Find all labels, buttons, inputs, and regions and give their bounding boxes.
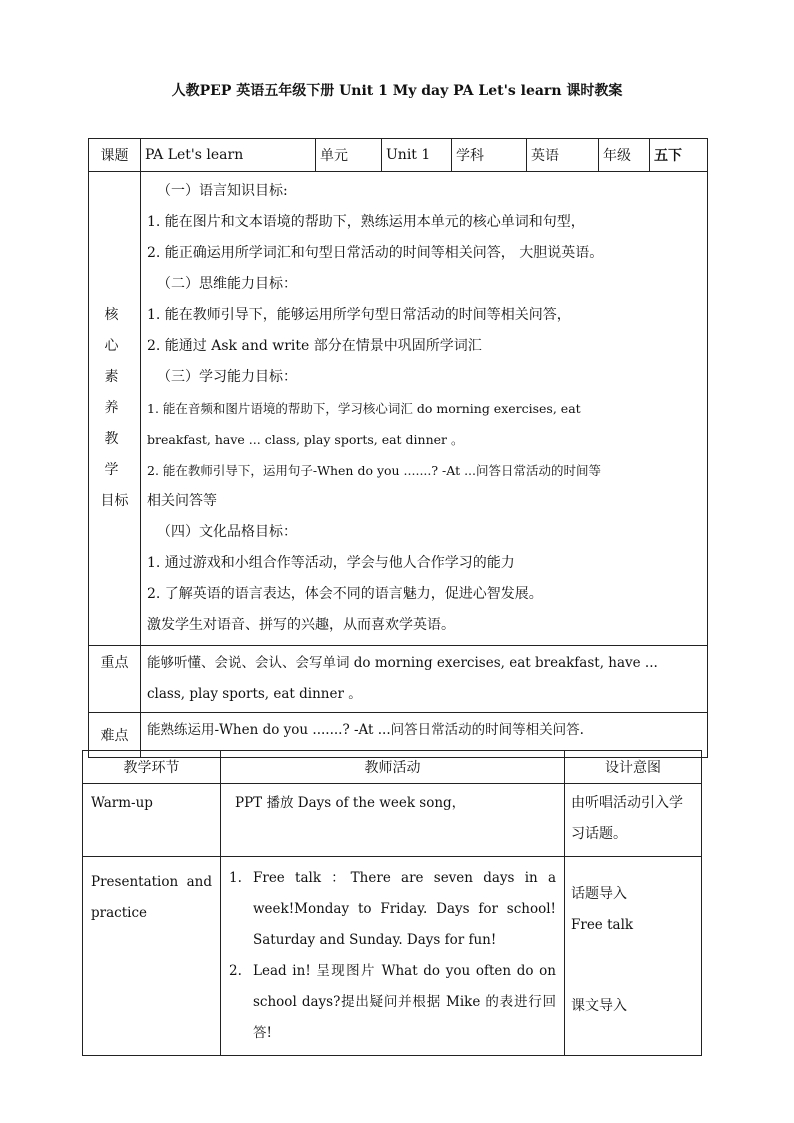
warmup-intent: 由听唱活动引入学习话题。 bbox=[565, 784, 702, 857]
key-points-content: 能够听懂、会说、会认、会写单词 do morning exercises, eat breakfast, have ... class, play sports, eat dinner 。 bbox=[141, 646, 708, 713]
objective-heading: （一）语言知识目标: bbox=[157, 183, 288, 199]
key-points-label: 重点 bbox=[89, 646, 141, 713]
objective-line: 相关问答等 bbox=[147, 493, 217, 509]
presentation-activities bbox=[221, 857, 565, 1056]
objective-line: 2. 能通过 Ask and write 部分在情景中巩固所学词汇 bbox=[147, 338, 482, 354]
unit-label: 单元 bbox=[316, 139, 382, 172]
warmup-stage: Warm-up bbox=[83, 784, 221, 857]
grade-value: 五下 bbox=[650, 139, 708, 172]
unit-value: Unit 1 bbox=[382, 139, 452, 172]
grade-label: 年级 bbox=[599, 139, 650, 172]
key-points-row bbox=[89, 646, 708, 713]
objectives-label: 核 心 素 养 教 学 目标 bbox=[89, 172, 141, 646]
objective-line: 1. 能在图片和文本语境的帮助下，熟练运用本单元的核心单词和句型， bbox=[147, 214, 585, 230]
presentation-stage: Presentation and practice bbox=[83, 857, 221, 1056]
activity-item: 2. Lead in! 呈现图片 What do you often do on school days?提出疑问并根据 Mike 的表进行回答! bbox=[229, 963, 556, 1041]
presentation-intent: 话题导入 Free talk 课文导入 bbox=[565, 857, 702, 1056]
presentation-row bbox=[83, 857, 702, 1056]
objective-line: 2. 能在教师引导下，运用句子-When do you .......? -At ...问答日常活动的时间等 bbox=[147, 463, 601, 478]
activity-item: 1. Free talk ：There are seven days in a week!Monday to Friday. Days for school! Saturday and Sunday. Days for fun! bbox=[229, 870, 556, 948]
objective-line: 1. 能在教师引导下，能够运用所学句型日常活动的时间等相关问答， bbox=[147, 307, 571, 323]
teaching-process-table bbox=[82, 750, 702, 1056]
objective-heading: （三）学习能力目标： bbox=[157, 369, 297, 385]
objectives-row bbox=[89, 172, 708, 646]
objective-heading: （二）思维能力目标： bbox=[157, 276, 297, 292]
difficult-points-content: 能熟练运用-When do you .......? -At ...问答日常活动的时间等相关问答. bbox=[141, 713, 708, 758]
objective-line: 2. 了解英语的语言表达，体会不同的语言魅力，促进心智发展。 bbox=[147, 586, 543, 602]
warmup-activity: PPT 播放 Days of the week song， bbox=[221, 784, 565, 857]
subject-value: 英语 bbox=[527, 139, 599, 172]
difficult-points-label: 难点 bbox=[89, 713, 141, 758]
lesson-info-row bbox=[89, 139, 708, 172]
process-header-row bbox=[83, 751, 702, 784]
intent-header: 设计意图 bbox=[565, 751, 702, 784]
document-title: 人教PEP 英语五年级下册 Unit 1 My day PA Let's learn 课时教案 bbox=[171, 83, 623, 99]
objective-line: 激发学生对语音、拼写的兴趣，从而喜欢学英语。 bbox=[147, 617, 455, 633]
objective-line: 2. 能正确运用所学词汇和句型日常活动的时间等相关问答， 大胆说英语。 bbox=[147, 245, 604, 261]
stage-header: 教学环节 bbox=[83, 751, 221, 784]
subject-label: 学科 bbox=[452, 139, 527, 172]
lesson-label: 课题 bbox=[89, 139, 141, 172]
objective-line: 1. 通过游戏和小组合作等活动，学会与他人合作学习的能力 bbox=[147, 555, 515, 571]
objectives-content bbox=[141, 172, 708, 646]
objective-heading: （四）文化品格目标： bbox=[157, 524, 297, 540]
objective-line: breakfast, have ... class, play sports, eat dinner 。 bbox=[147, 432, 464, 447]
lesson-value: PA Let's learn bbox=[141, 139, 316, 172]
warmup-row bbox=[83, 784, 702, 857]
activity-header: 教师活动 bbox=[221, 751, 565, 784]
lesson-info-table bbox=[88, 138, 708, 758]
objective-line: 1. 能在音频和图片语境的帮助下，学习核心词汇 do morning exercises, eat bbox=[147, 401, 581, 416]
